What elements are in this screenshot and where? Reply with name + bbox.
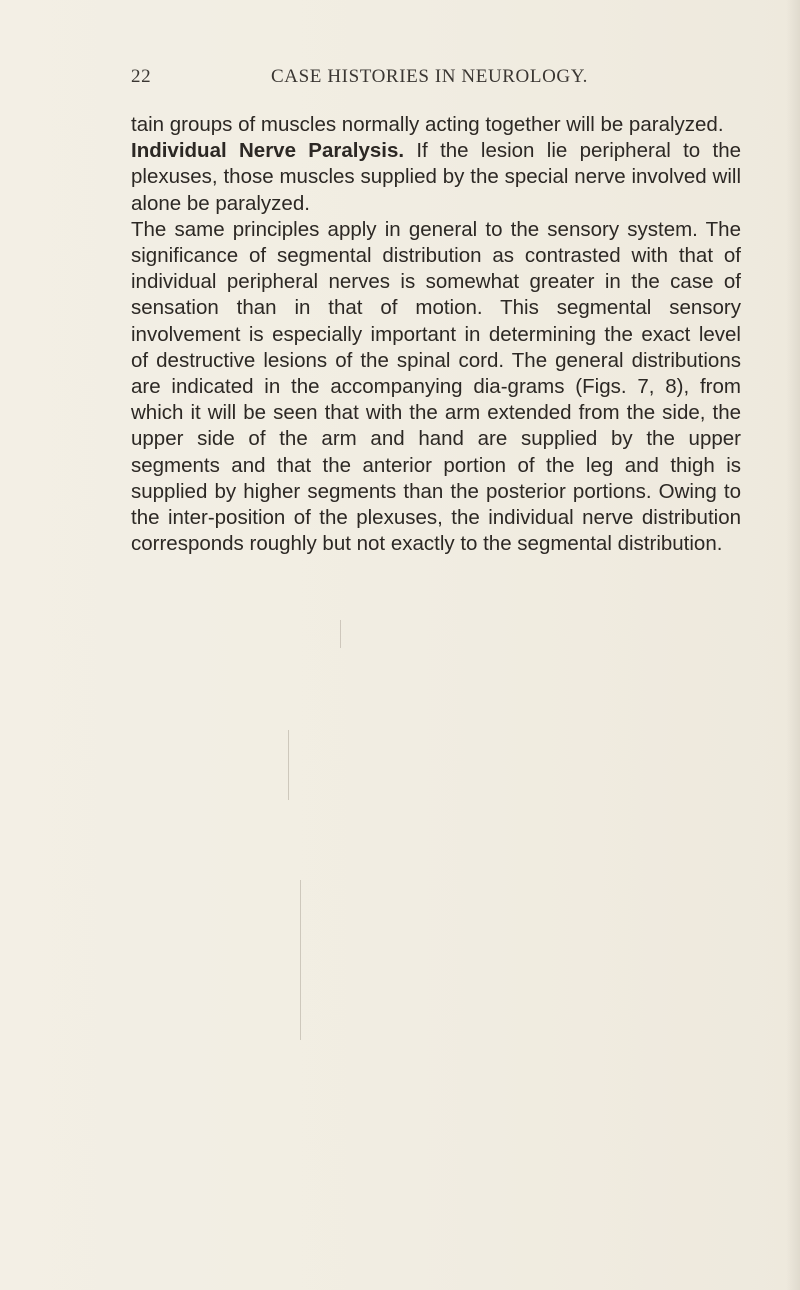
paragraph-2-text: If the lesion lie peripheral to the plexuses, those muscles supplied by the special nerve involved will alone be paralyzed. [131, 139, 742, 215]
paragraph-2 [131, 138, 741, 217]
paper-scratch-mark [300, 880, 301, 1040]
body-text [131, 112, 741, 557]
running-head [131, 66, 741, 96]
paragraph-1: tain groups of muscles normally acting together will be paralyzed. [131, 113, 724, 136]
running-title: CASE HISTORIES IN NEUROLOGY. [271, 66, 588, 87]
page-number: 22 [131, 66, 152, 87]
paper-scratch-mark [340, 620, 341, 648]
paragraph-3: The same principles apply in general to the sensory system. The significance of segmental distribution as contrasted with that of individual peripheral nerves is somewhat greater in the case of sensation than in that of motion. This segmental sensory involvement is especially important in determining the exact level of destructive lesions of the spinal cord. The general distributions are indicated in the accompanying dia-grams (Figs. 7, 8), from which it will be seen that with the arm extended from the side, the upper side of the arm and hand are supplied by the upper segments and that the anterior portion of the leg and thigh is supplied by higher segments than the posterior portions. Owing to the inter-position of the plexuses, the individual nerve distribution corresponds roughly but not exactly to the segmental distribution. [131, 217, 741, 556]
paper-scratch-mark [288, 730, 289, 800]
section-heading-individual-nerve-paralysis: Individual Nerve Paralysis. [131, 139, 405, 163]
page-edge-shadow [786, 0, 800, 1290]
